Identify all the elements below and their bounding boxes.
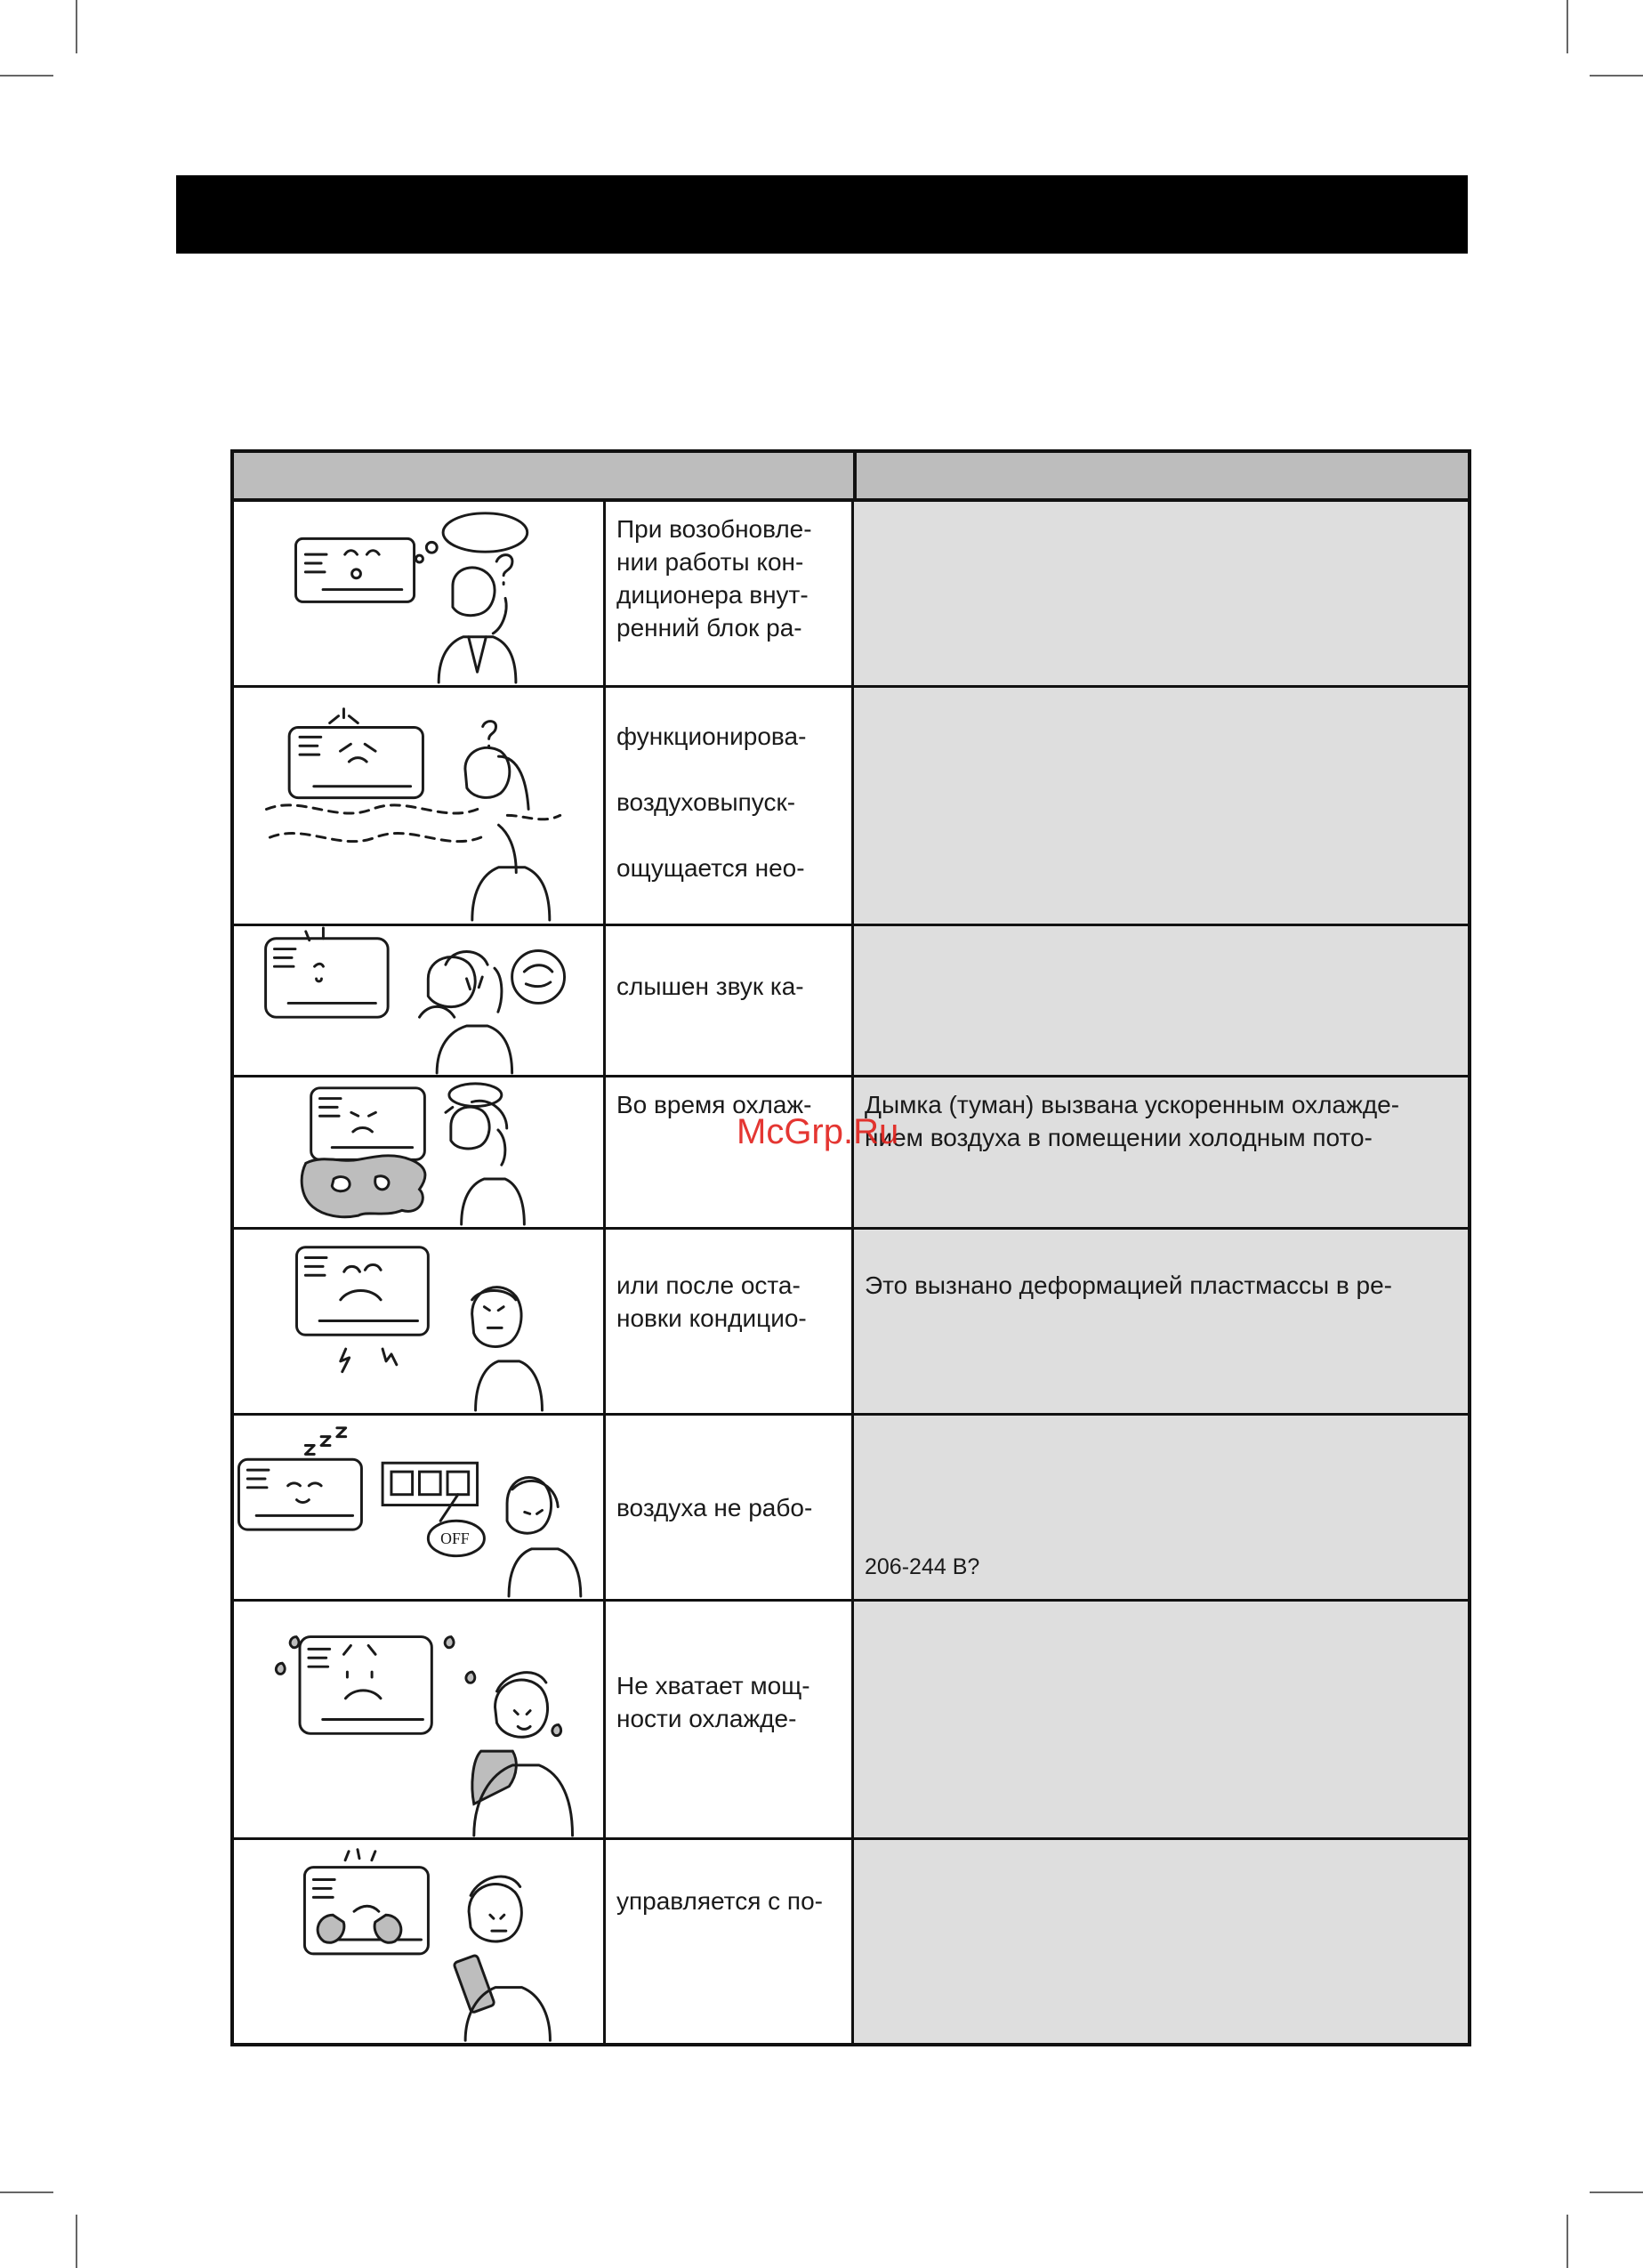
ac-unit-mist-woman-icon: [234, 1078, 603, 1227]
watermark: McGrp.Ru: [737, 1112, 899, 1151]
problem-cell: [606, 1602, 854, 1837]
ac-unit-sweating-man-icon: [234, 1602, 603, 1837]
illustration-cell: [234, 502, 606, 685]
explanation-cell: [854, 688, 1468, 924]
table-row: [234, 1416, 1468, 1602]
table-row: [234, 1840, 1468, 2043]
table-header: [234, 453, 1468, 502]
off-label: OFF: [440, 1529, 470, 1547]
problem-line: нии работы кон-: [616, 548, 804, 576]
problem-line: управляется с по-: [616, 1887, 823, 1915]
explanation-line: нием воздуха в помещении холодным пото-: [865, 1124, 1373, 1151]
problem-line: Не хватает мощ-: [616, 1672, 810, 1699]
illustration-cell: [234, 1416, 606, 1599]
crop-mark: [1590, 2191, 1643, 2193]
problem-line: ощущается нео-: [616, 854, 805, 882]
problem-line: При возобновле-: [616, 515, 812, 543]
troubleshooting-table: [230, 449, 1471, 2046]
problem-cell: [606, 1416, 854, 1599]
ac-unit-remote-man-icon: [234, 1840, 603, 2043]
problem-line: или после оста-: [616, 1271, 801, 1299]
problem-cell: [606, 502, 854, 685]
explanation-line: 206-244 В?: [865, 1554, 980, 1579]
section-title-bar: [176, 175, 1468, 254]
problem-line: функционирова-: [616, 722, 807, 750]
problem-line: [616, 753, 851, 786]
ac-unit-draft-woman-icon: [234, 688, 603, 924]
problem-line: новки кондицио-: [616, 1304, 807, 1332]
explanation-cell: [854, 1602, 1468, 1837]
crop-mark: [1590, 75, 1643, 77]
problem-line: слышен звук ка-: [616, 973, 804, 1000]
explanation-cell: [854, 1078, 1468, 1227]
illustration-cell: [234, 1602, 606, 1837]
illustration-cell: [234, 1840, 606, 2043]
problem-cell: [606, 1230, 854, 1413]
table-row: [234, 926, 1468, 1078]
ac-unit-sleeping-off-switch-icon: [234, 1416, 603, 1599]
illustration-cell: [234, 926, 606, 1075]
crop-mark: [0, 2191, 53, 2193]
problem-line: Во время охлаж-: [616, 1091, 812, 1118]
explanation-cell: [854, 1840, 1468, 2043]
problem-line: воздуха не рабо-: [616, 1494, 813, 1521]
illustration-cell: [234, 688, 606, 924]
explanation-cell: [854, 502, 1468, 685]
problem-line: ренний блок ра-: [616, 614, 802, 642]
table-row: [234, 1602, 1468, 1840]
crop-mark: [76, 0, 77, 53]
illustration-cell: [234, 1230, 606, 1413]
explanation-cell: [854, 926, 1468, 1075]
ac-unit-cracking-man-icon: [234, 1230, 603, 1413]
crop-mark: [0, 75, 53, 77]
illustration-cell: [234, 1078, 606, 1227]
crop-mark: [1566, 2215, 1568, 2268]
explanation-cell: [854, 1230, 1468, 1413]
problem-line: диционера внут-: [616, 581, 809, 609]
problem-cell: [606, 926, 854, 1075]
explanation-line: Дымка (туман) вызвана ускоренным охлажде-: [865, 1091, 1400, 1118]
problem-cell: [606, 1840, 854, 2043]
problem-line: [616, 1458, 851, 1491]
problem-line: воздуховыпуск-: [616, 788, 796, 816]
problem-cell: [606, 688, 854, 924]
problem-cell: [606, 1078, 854, 1227]
header-divider: [853, 453, 857, 502]
problem-line: [616, 937, 851, 970]
table-row: [234, 502, 1468, 688]
ac-unit-confused-woman-icon: [234, 502, 603, 685]
problem-line: ности охлажде-: [616, 1705, 797, 1732]
table-row: [234, 1078, 1468, 1230]
explanation-line: Это вызнано деформацией пластмассы в ре-: [865, 1271, 1393, 1299]
problem-line: [616, 819, 851, 852]
explanation-cell: [854, 1416, 1468, 1599]
crop-mark: [76, 2215, 77, 2268]
crop-mark: [1566, 0, 1568, 53]
ac-unit-crackling-sound-woman-icon: [234, 926, 603, 1075]
table-row: [234, 1230, 1468, 1416]
table-row: [234, 688, 1468, 926]
